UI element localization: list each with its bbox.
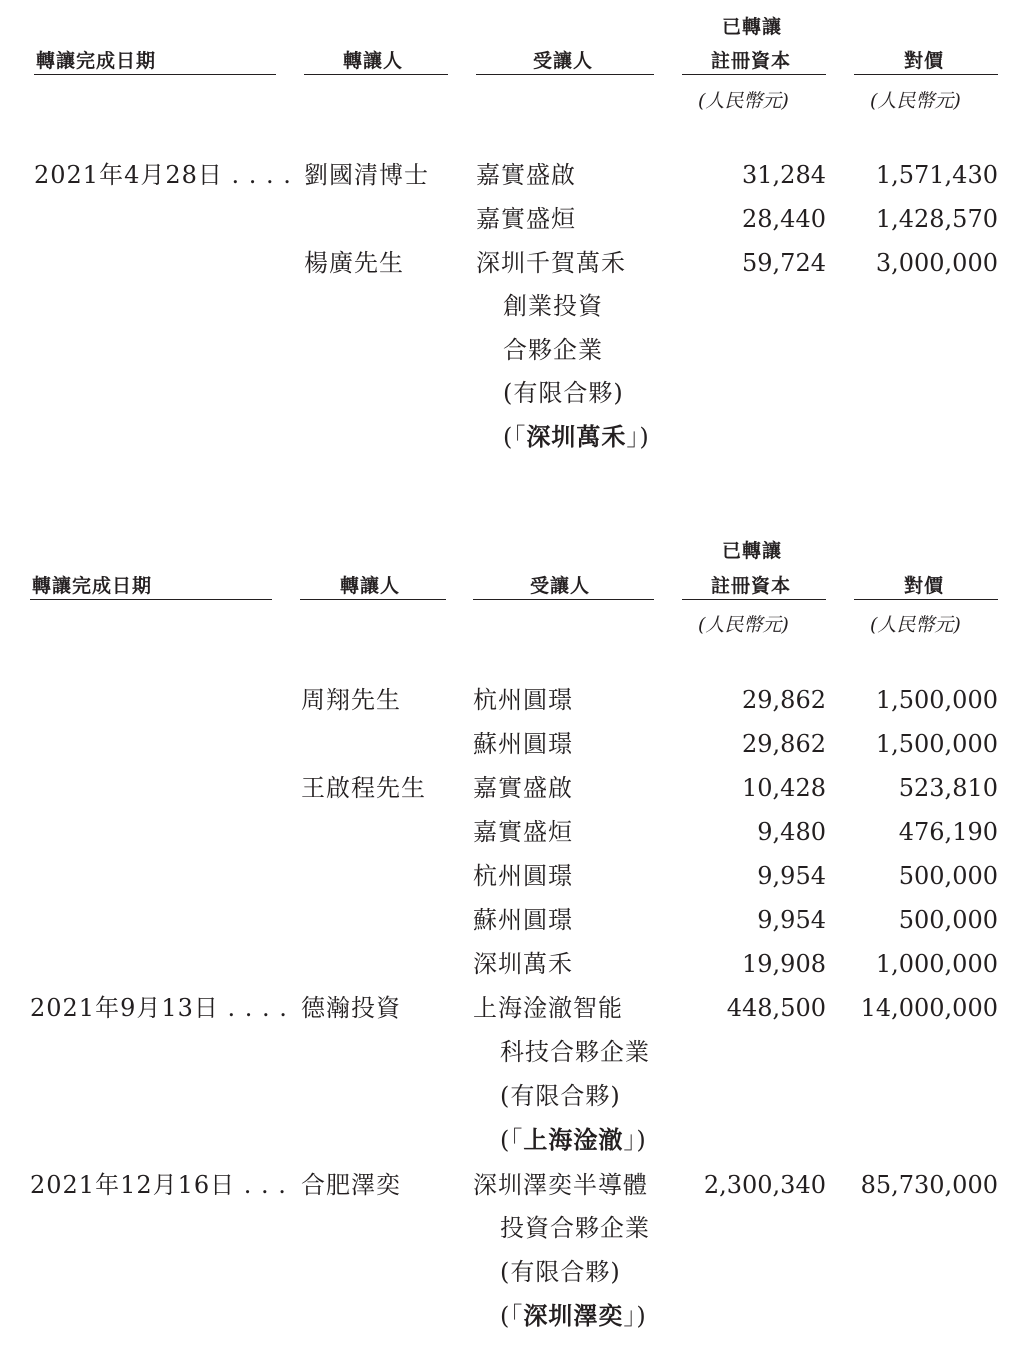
transferee-short-name [500,1301,647,1331]
capital-unit: (人民幣元) [698,90,789,112]
row-transferor: 合肥澤奕 [301,1171,401,1199]
row-consideration: 1,000,000 [875,950,998,978]
capital-unit: (人民幣元) [698,614,789,636]
header-rule-capital [682,74,826,75]
row-capital: 29,862 [742,730,826,758]
short-name-bold: 深圳萬禾 [526,423,627,451]
header-transferor: 轉讓人 [343,50,404,72]
row-consideration: 1,500,000 [875,686,998,714]
header-rule-capital [682,599,826,600]
short-name-bold: 深圳澤奕 [523,1302,624,1330]
header-consideration: 對價 [904,575,945,597]
row-capital: 448,500 [726,994,826,1022]
short-name-close: 」) [623,1126,647,1154]
row-transferee: 嘉實盛烜 [476,205,576,233]
row-transferor: 德瀚投資 [301,994,401,1022]
row-capital: 9,954 [757,862,826,890]
row-consideration: 523,810 [898,774,998,802]
row-date: 2021年9月13日 . . . . [30,994,288,1022]
row-transferee: 蘇州圓璟 [473,906,573,934]
header-transferee: 受讓人 [533,50,594,72]
header-capital-line1: 已轉讓 [722,16,783,38]
row-transferee: 嘉實盛啟 [473,774,573,802]
row-transferee: 嘉實盛烜 [473,818,573,846]
row-transferee: 深圳澤奕半導體 [473,1171,648,1199]
row-consideration: 1,500,000 [875,730,998,758]
row-transferee: 杭州圓璟 [473,862,573,890]
row-consideration: 1,571,430 [875,161,998,189]
header-rule-date [30,599,272,600]
transferee-short-name [503,422,650,452]
header-transferee: 受讓人 [530,575,591,597]
row-consideration: 3,000,000 [875,249,998,277]
transferee-continuation: (有限合夥) [500,1082,621,1110]
row-capital: 10,428 [742,774,826,802]
row-capital: 29,862 [742,686,826,714]
row-capital: 59,724 [742,249,826,277]
transferee-continuation: 科技合夥企業 [500,1038,650,1066]
row-capital: 31,284 [742,161,826,189]
short-name-open: (「 [503,423,527,451]
row-date: 2021年4月28日 . . . . [34,161,292,189]
row-transferor: 楊廣先生 [304,249,404,277]
row-capital: 9,954 [757,906,826,934]
row-transferee: 嘉實盛啟 [476,161,576,189]
header-date: 轉讓完成日期 [32,575,153,597]
header-rule-transferee [473,599,654,600]
header-capital-line2: 註冊資本 [711,50,792,72]
row-transferee: 深圳千賀萬禾 [476,249,626,277]
header-rule-consideration [854,599,998,600]
transferee-continuation: (有限合夥) [500,1258,621,1286]
row-transferee: 杭州圓璟 [473,686,573,714]
short-name-open: (「 [500,1302,524,1330]
short-name-open: (「 [500,1126,524,1154]
row-capital: 9,480 [757,818,826,846]
row-capital: 19,908 [742,950,826,978]
row-consideration: 85,730,000 [860,1171,998,1199]
header-rule-consideration [854,74,998,75]
header-transferor: 轉讓人 [340,575,401,597]
row-consideration: 1,428,570 [875,205,998,233]
row-consideration: 476,190 [898,818,998,846]
consideration-unit: (人民幣元) [870,614,961,636]
row-capital: 2,300,340 [703,1171,826,1199]
header-date: 轉讓完成日期 [36,50,157,72]
header-rule-date [34,74,276,75]
row-transferor: 劉國清博士 [304,161,429,189]
transferee-continuation: 合夥企業 [503,336,603,364]
header-consideration: 對價 [904,50,945,72]
short-name-bold: 上海淦澈 [523,1126,624,1154]
consideration-unit: (人民幣元) [870,90,961,112]
header-capital-line1: 已轉讓 [722,540,783,562]
row-transferee: 深圳萬禾 [473,950,573,978]
row-transferee: 上海淦澈智能 [473,994,623,1022]
transferee-continuation: 投資合夥企業 [500,1214,650,1242]
row-date: 2021年12月16日 . . . [30,1171,287,1199]
row-transferee: 蘇州圓璟 [473,730,573,758]
row-consideration: 500,000 [898,862,998,890]
header-rule-transferee [476,74,654,75]
row-consideration: 14,000,000 [860,994,998,1022]
row-consideration: 500,000 [898,906,998,934]
row-transferor: 周翔先生 [301,686,401,714]
transferee-continuation: 創業投資 [503,292,603,320]
header-rule-transferor [300,599,446,600]
header-capital-line2: 註冊資本 [711,575,792,597]
short-name-close: 」) [626,423,650,451]
transferee-short-name [500,1125,647,1155]
row-transferor: 王啟程先生 [301,774,426,802]
transferee-continuation: (有限合夥) [503,379,624,407]
short-name-close: 」) [623,1302,647,1330]
header-rule-transferor [304,74,448,75]
row-capital: 28,440 [742,205,826,233]
